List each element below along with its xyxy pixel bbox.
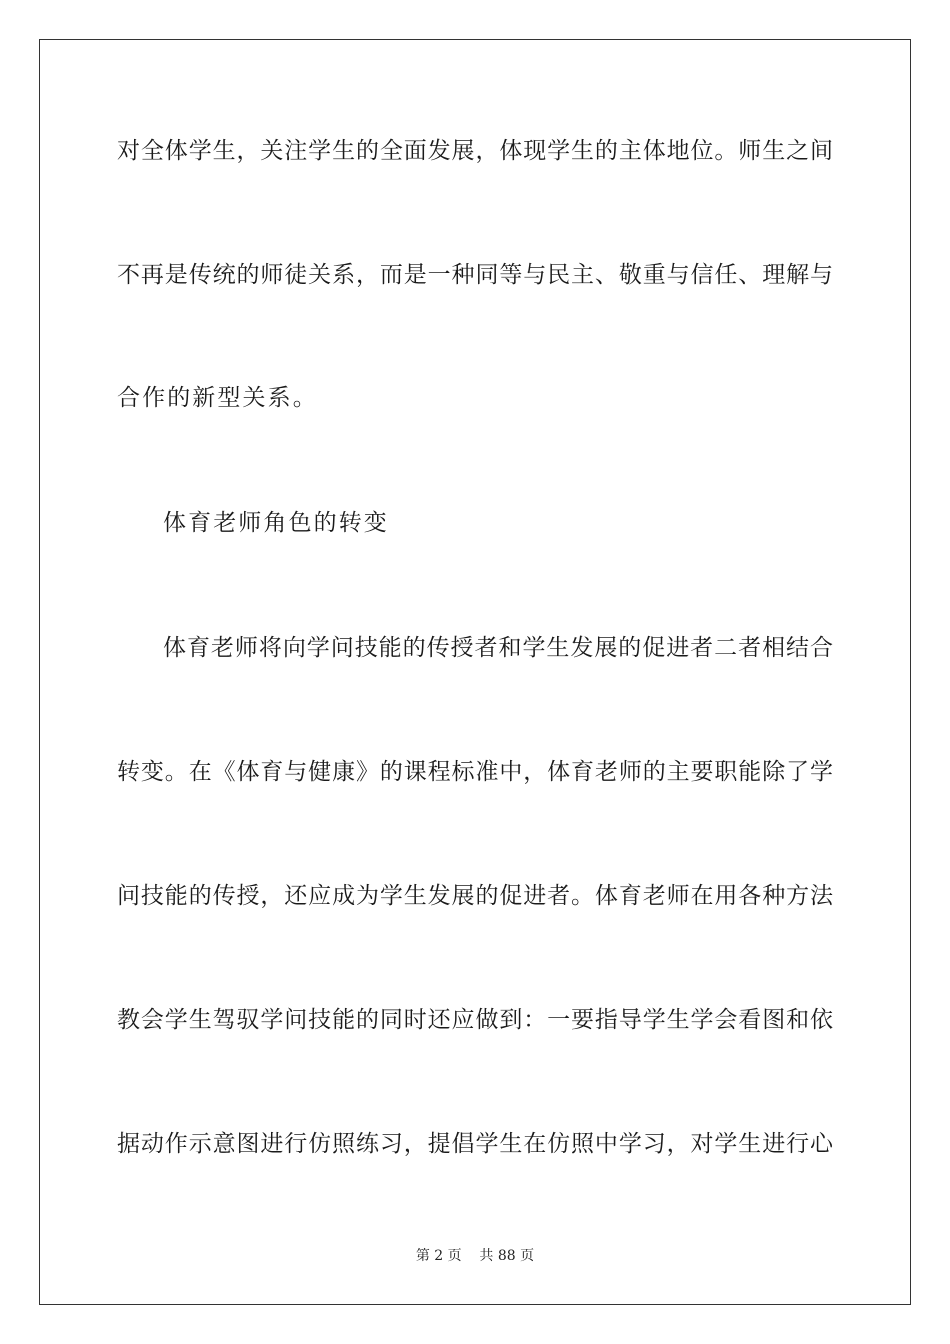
body-line-6: 转变。在《体育与健康》的课程标准中，体育老师的主要职能除了学 xyxy=(117,759,833,785)
body-line-9: 据动作示意图进行仿照练习，提倡学生在仿照中学习，对学生进行心 xyxy=(117,1131,833,1157)
body-line-8: 教会学生驾驭学问技能的同时还应做到：一要指导学生学会看图和依 xyxy=(117,1007,833,1033)
body-line-3: 合作的新型关系。 xyxy=(117,385,318,411)
body-line-5: 体育老师将向学问技能的传授者和学生发展的促进者二者相结合 xyxy=(163,635,833,661)
page-number-footer: 第 2 页 共 88 页 xyxy=(415,1248,535,1264)
section-heading: 体育老师角色的转变 xyxy=(163,510,389,536)
body-line-2: 不再是传统的师徒关系，而是一种同等与民主、敬重与信任、理解与 xyxy=(117,262,833,288)
body-line-7: 问技能的传授，还应成为学生发展的促进者。体育老师在用各种方法 xyxy=(117,883,833,909)
page-border xyxy=(39,39,911,1305)
body-line-1: 对全体学生，关注学生的全面发展，体现学生的主体地位。师生之间 xyxy=(117,138,833,164)
